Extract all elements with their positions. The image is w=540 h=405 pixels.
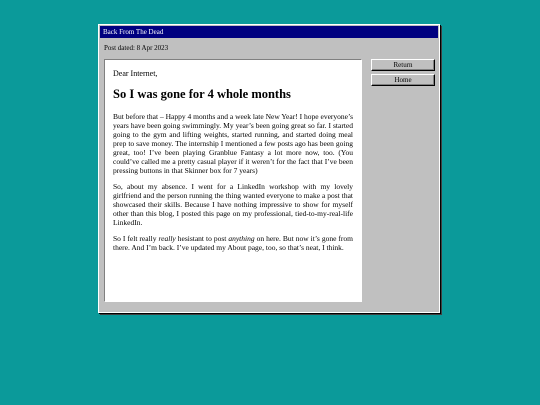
post-date: Post dated: 8 Apr 2023 [104,44,169,52]
post-paragraph-1: But before that – Happy 4 months and a week late New Year! I hope everyone’s years have been going swimmingly. My year’s been going great so far. I started going to the gym and lifting weights, started running, and started doing meal prep to save money. The internship I mentioned a few posts ago has been going great, too! I’ve been playing Granblue Fantasy a lot more now, too. (You could’ve called me a pretty casual player if it weren’t for the fact that I’ve been pressing buttons in that Skinner box for 7 years) [113,112,353,175]
paragraph-3-text-b: hesistant to post [175,234,229,243]
post-paragraph-3 [113,234,353,252]
post-content [104,59,362,302]
post-greeting: Dear Internet, [113,69,158,78]
return-button[interactable]: Return [371,59,435,71]
emphasis-anything: anything [228,234,255,243]
post-headline: So I was gone for 4 whole months [113,87,291,101]
paragraph-3-text-a: So I felt really [113,234,159,243]
home-button[interactable]: Home [371,74,435,86]
emphasis-really: really [158,234,176,243]
window-title: Back From The Dead [100,26,438,38]
blog-window [98,24,440,313]
post-paragraph-2: So, about my absence. I went for a LinkedIn workshop with my lovely girlfriend and the person running the thing wanted everyone to make a post that showcased their skills. Because I have nothing impressive to show for myself other than this blog, I posted this page on my professional, tied-to-my-real-life LinkedIn. [113,182,353,227]
paragraph-3-text-c: on here. But now it’s gone from there. And I’m back. I’ve updated my About page, too, so that’s neat, I think. [113,234,353,252]
